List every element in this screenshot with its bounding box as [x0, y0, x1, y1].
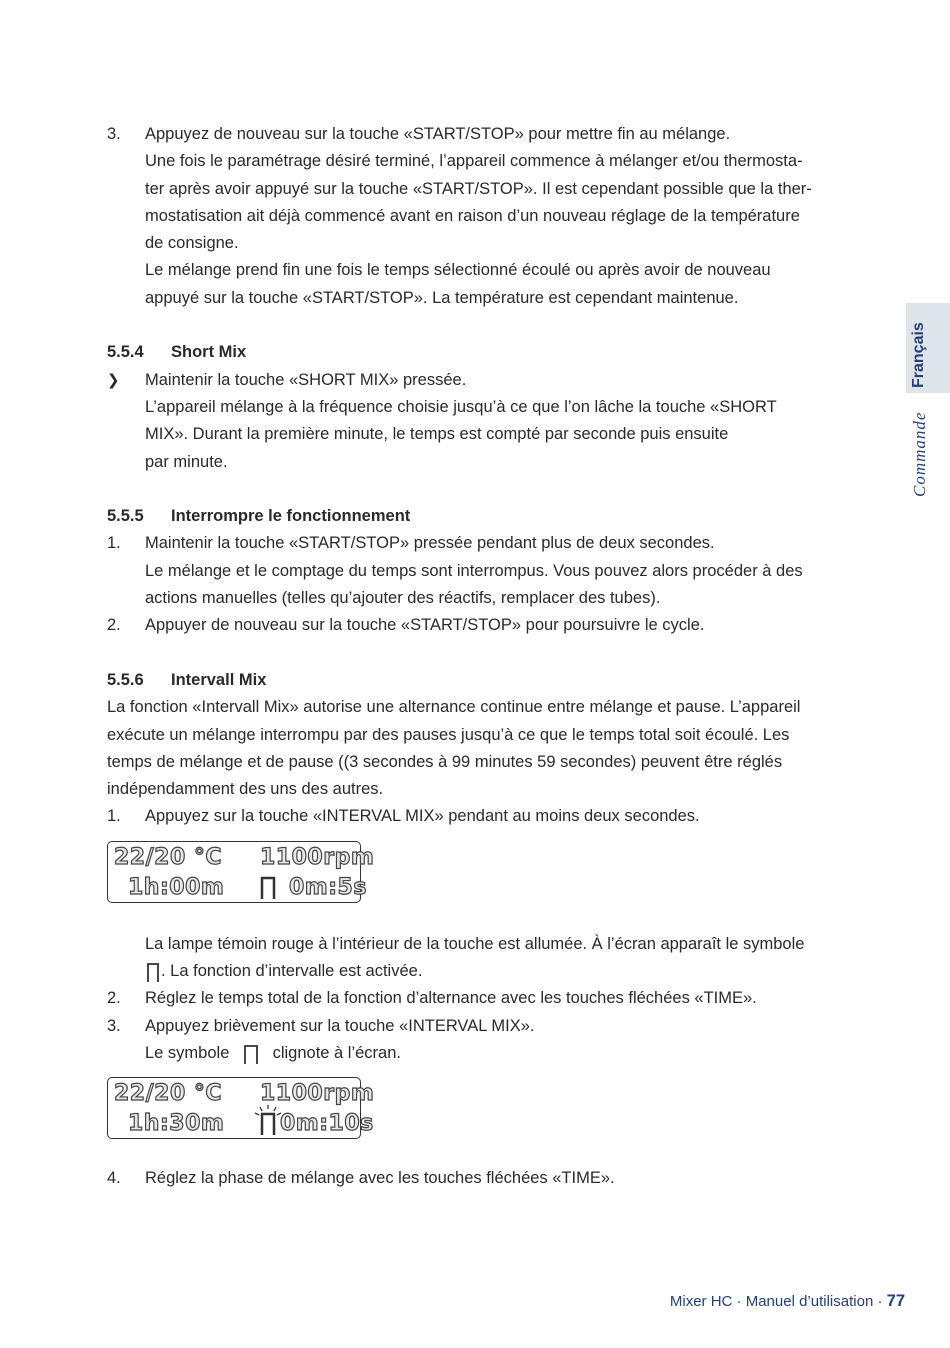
paragraph-line: La fonction «Intervall Mix» autorise une alternance continue entre mélange et pause. L’appareil: [107, 698, 801, 717]
lcd-interval-time: 0m:10s: [280, 1111, 374, 1137]
lcd-temperature: 22/20 °C: [114, 844, 223, 870]
paragraph-line: temps de mélange et de pause ((3 secondes à 99 minutes 59 secondes) peuvent être réglés: [107, 752, 783, 771]
section-heading-5-5-6: [107, 667, 852, 694]
text-line: Le mélange prend fin une fois le temps sélectionné écoulé ou après avoir de nouveau: [145, 261, 771, 280]
text-line: Une fois le paramétrage désiré terminé, l’appareil commence à mélanger et/ou thermosta-: [145, 152, 803, 171]
step-text: Appuyez de nouveau sur la touche «START/STOP» pour mettre fin au mélange.: [145, 125, 731, 143]
text-line: appuyé sur la touche «START/STOP». La température est cependant maintenue.: [145, 288, 739, 307]
bullet-text: Maintenir la touche «SHORT MIX» pressée.: [145, 370, 467, 389]
text-line: L’appareil mélange à la fréquence choisie jusqu’à ce que l’on lâche la touche «SHORT: [145, 397, 777, 416]
section-number: 5.5.4: [107, 343, 144, 362]
section-heading-5-5-4: [107, 339, 852, 366]
text-fragment: Le symbole: [145, 1043, 230, 1062]
step-number: 3.: [107, 1016, 121, 1035]
page-number: 77: [886, 1292, 905, 1310]
step-text: Réglez le temps total de la fonction d’alternance avec les touches fléchées «TIME».: [145, 989, 757, 1008]
lcd-speed: 1100rpm: [260, 1081, 375, 1107]
section-title: Interrompre le fonctionnement: [171, 507, 411, 526]
interval-gate-icon: [240, 1043, 262, 1065]
text-fragment: . La fonction d’intervalle est activée.: [161, 962, 423, 981]
text-line: MIX». Durant la première minute, le temps est compté par seconde puis ensuite: [145, 425, 729, 444]
text-line-with-symbol: [107, 1040, 852, 1067]
paragraph-line: exécute un mélange interrompu par des pauses jusqu’à ce que le temps total soit écoulé. Les: [107, 725, 790, 744]
text-line: Le mélange et le comptage du temps sont interrompus. Vous pouvez alors procéder à des: [145, 561, 803, 580]
lcd-total-time: 1h:30m: [128, 1111, 225, 1137]
paragraph-line: indépendamment des uns des autres.: [107, 780, 384, 799]
step-number: 2.: [107, 989, 121, 1008]
step-text: Appuyer de nouveau sur la touche «START/STOP» pour poursuivre le cycle.: [145, 616, 705, 635]
page-footer: [670, 1292, 905, 1311]
language-label: Français: [910, 322, 927, 388]
step-text: Maintenir la touche «START/STOP» pressée pendant plus de deux secondes.: [145, 534, 715, 553]
step-text: Appuyez sur la touche «INTERVAL MIX» pendant au moins deux secondes.: [145, 807, 700, 826]
step-1-line: [107, 803, 852, 830]
step-4-line: [107, 1165, 852, 1192]
text-line: mostatisation ait déjà commencé avant en raison d’un nouveau réglage de la température: [145, 206, 800, 225]
text-fragment: clignote à l’écran.: [272, 1043, 401, 1062]
section-number: 5.5.5: [107, 507, 144, 526]
step-text: Appuyez brièvement sur la touche «INTERVAL MIX».: [145, 1016, 535, 1035]
blinking-interval-icon: [253, 1104, 283, 1136]
section-heading-5-5-5: [107, 503, 852, 530]
lcd-interval-time: 0m:5s: [289, 874, 367, 900]
lcd-temperature: 22/20 °C: [114, 1081, 223, 1107]
page-content: [107, 121, 852, 1193]
section-title: Short Mix: [171, 343, 247, 362]
lcd-display-2: [107, 1077, 375, 1139]
footer-text: Mixer HC · Manuel d’utilisation ·: [669, 1293, 883, 1310]
section-label: Commande: [910, 411, 929, 497]
step-number: 3.: [107, 125, 121, 143]
step-number: 2.: [107, 616, 121, 635]
step-number: 1.: [107, 807, 121, 826]
bullet-line: [107, 367, 852, 394]
lcd-speed: 1100rpm: [260, 844, 375, 870]
section-title: Intervall Mix: [171, 670, 267, 689]
text-line: actions manuelles (telles qu’ajouter des réactifs, remplacer des tubes).: [145, 589, 661, 608]
step-3-line: [107, 121, 852, 148]
lcd-display-1: [107, 841, 375, 903]
step-2-line: [107, 612, 852, 639]
step-number: 1.: [107, 534, 121, 553]
text-line: ter après avoir appuyé sur la touche «START/STOP». Il est cependant possible que la ther-: [145, 179, 812, 198]
step-1-line: [107, 530, 852, 557]
text-line: de consigne.: [145, 234, 239, 253]
text-line: La lampe témoin rouge à l’intérieur de la touche est allumée. À l’écran apparaît le symbole: [145, 934, 805, 953]
text-line: par minute.: [145, 452, 228, 471]
step-2-line: [107, 985, 852, 1012]
lcd-total-time: 1h:00m: [128, 874, 225, 900]
step-number: 4.: [107, 1169, 121, 1188]
chevron-right-icon: ❯: [107, 371, 120, 389]
step-3-line: [107, 1013, 852, 1040]
step-text: Réglez la phase de mélange avec les touches fléchées «TIME».: [145, 1169, 615, 1188]
interval-gate-icon: [145, 961, 161, 983]
section-number: 5.5.6: [107, 670, 144, 689]
text-line-with-symbol: [107, 958, 852, 985]
interval-gate-icon: [260, 875, 276, 899]
